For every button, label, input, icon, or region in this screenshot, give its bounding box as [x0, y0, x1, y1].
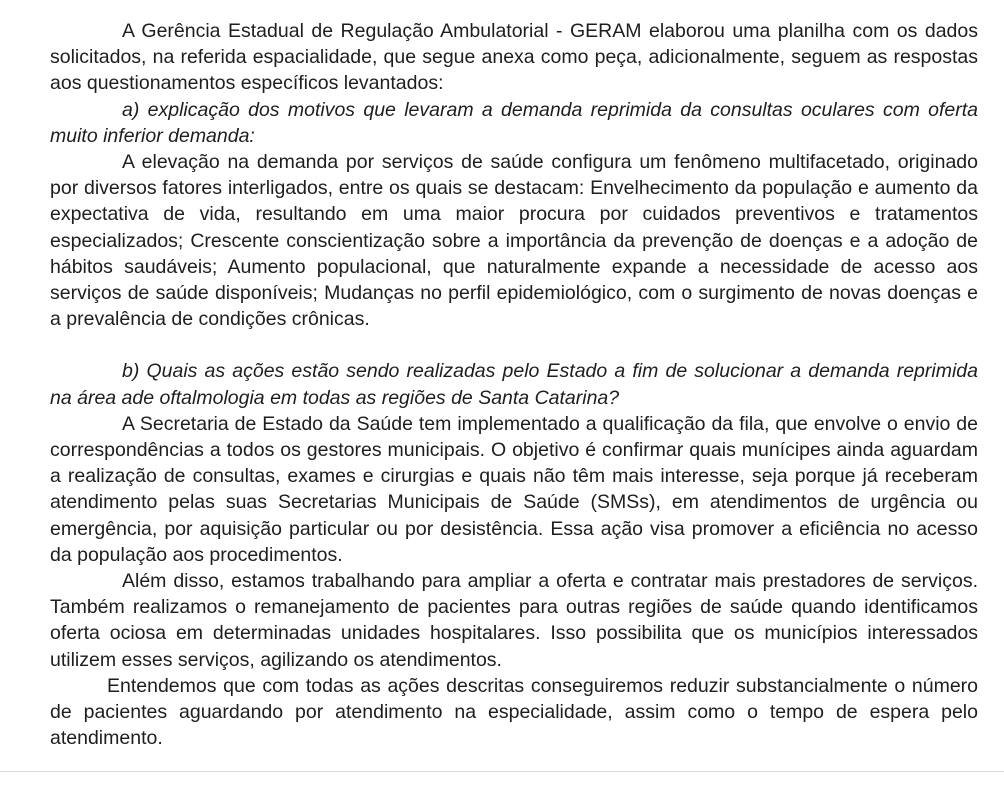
question-b: b) Quais as ações estão sendo realizadas pelo Estado a fim de solucionar a demanda reprimida na área ade oftalmologia em todas as regiões de Santa Catarina? [50, 360, 978, 409]
intro-paragraph: A Gerência Estadual de Regulação Ambulatorial - GERAM elaborou uma planilha com os dados solicitados, na referida espacialidade, que segue anexa como peça, adicionalmente, seguem as respostas aos questionamentos específicos levantados: [50, 20, 978, 95]
document-page [50, 18, 978, 751]
page-bottom-crop [0, 771, 1004, 806]
closing-paragraph: Entendemos que com todas as ações descritas conseguiremos reduzir substancialmente o número de pacientes aguardando por atendimento na especialidade, assim como o tempo de espera pelo atendimento. [50, 674, 978, 750]
paragraph-spacer [50, 332, 978, 358]
page-edge-line [0, 771, 1004, 772]
answer-b-paragraph: A Secretaria de Estado da Saúde tem implementado a qualificação da fila, que envolve o envio de correspondências a todos os gestores municipais. O objetivo é confirmar quais munícipes ainda aguardam a realização de consultas, exames e cirurgias e quais não têm mais interesse, seja porque já receberam atendimento pelas suas Secretarias Municipais de Saúde (SMSs), em atendimentos de urgência ou emergência, por aquisição particular ou por desistência. Essa ação visa promover a eficiência no acesso da população aos procedimentos. [50, 412, 978, 566]
question-a: a) explicação dos motivos que levaram a demanda reprimida da consultas oculares com oferta muito inferior demanda: [50, 98, 978, 147]
answer-b-continuation: Além disso, estamos trabalhando para ampliar a oferta e contratar mais prestadores de serviços. Também realizamos o remanejamento de pacientes para outras regiões de saúde quando identificamos oferta ociosa em determinadas unidades hospitalares. Isso possibilita que os municípios interessados utilizem esses serviços, agilizando os atendimentos. [50, 570, 978, 671]
answer-a-paragraph: A elevação na demanda por serviços de saúde configura um fenômeno multifacetado, originado por diversos fatores interligados, entre os quais se destacam: Envelhecimento da população e aumento da expectativa de vida, resultando em uma maior procura por cuidados preventivos e tratamentos especializados; Crescente conscientização sobre a importância da prevenção de doenças e a adoção de hábitos saudáveis; Aumento populacional, que naturalmente expande a necessidade de acesso aos serviços de saúde disponíveis; Mudanças no perfil epidemiológico, com o surgimento de novas doenças e a prevalência de condições crônicas. [50, 151, 978, 331]
